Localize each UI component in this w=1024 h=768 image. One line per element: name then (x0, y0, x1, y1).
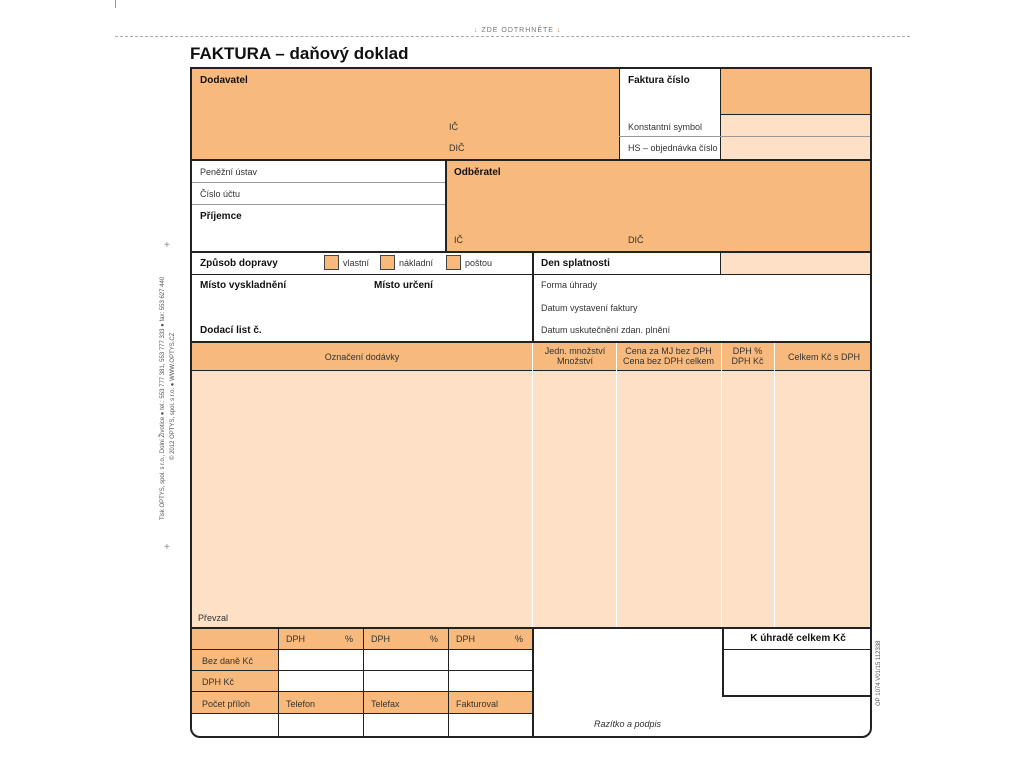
invoice-number-field[interactable] (721, 69, 872, 114)
crop-mark-top: + (164, 240, 170, 251)
form-code: OP 1074 V01/15 112338 (876, 640, 882, 706)
option-freight: nákladní (399, 258, 434, 268)
invoice-form (190, 67, 872, 738)
attachments-label: Počet příloh (202, 699, 251, 709)
pct-col-3: % (515, 634, 524, 644)
phone-label: Telefon (286, 699, 316, 709)
destination-label: Místo určení (374, 280, 433, 291)
crop-mark-bottom: + (164, 542, 170, 553)
col-unit-qty: Jedn. množství Množství (544, 346, 606, 366)
invoice-number-label: Faktura číslo (628, 75, 690, 86)
const-symbol-field[interactable] (721, 115, 872, 136)
dph-col-1: DPH (286, 634, 306, 644)
supplier-dic: DIČ (449, 143, 465, 153)
side-print-2: © 2012 OPTYS, spol. s r.o. ● WWW.OPTYS.CZ (170, 332, 176, 460)
hs-order-label: HS – objednávka číslo (628, 143, 718, 153)
customer-dic: DIČ (628, 235, 644, 245)
corner-mark (115, 0, 116, 8)
summary-header (192, 629, 532, 649)
col-vat: DPH % DPH Kč (731, 346, 764, 366)
cut-line-label: ↓ ZDE ODTRHNĚTE ↓ (470, 27, 565, 34)
taxable-date-label: Datum uskutečnění zdan. plnění (541, 325, 671, 335)
col-total: Celkem Kč s DPH (787, 352, 860, 362)
payment-form-label: Forma úhrady (541, 280, 598, 290)
customer-ic: IČ (454, 235, 463, 245)
customer-box (447, 161, 872, 251)
supplier-box (192, 69, 619, 159)
received-label: Převzal (198, 613, 229, 623)
const-symbol-label: Konstantní symbol (628, 122, 703, 132)
invoiced-by-label: Fakturoval (456, 699, 499, 709)
due-date-field[interactable] (721, 253, 872, 274)
checkbox-own[interactable] (324, 255, 339, 270)
dispatch-place-label: Místo vyskladnění (200, 280, 287, 291)
vat-amount-label: DPH Kč (202, 677, 235, 687)
fax-label: Telefax (371, 699, 400, 709)
checkbox-freight[interactable] (380, 255, 395, 270)
delivery-note-label: Dodací list č. (200, 325, 262, 336)
customer-label: Odběratel (454, 167, 501, 178)
supplier-ic: IČ (449, 122, 458, 132)
bank-label: Peněžní ústav (200, 167, 258, 177)
account-label: Číslo účtu (200, 189, 241, 199)
issue-date-label: Datum vystavení faktury (541, 303, 638, 313)
due-date-label: Den splatnosti (541, 258, 610, 269)
stamp-label: Razítko a podpis (594, 719, 662, 729)
checkbox-post[interactable] (446, 255, 461, 270)
page-title: FAKTURA – daňový doklad (190, 44, 409, 63)
total-due-label: K úhradě celkem Kč (750, 633, 846, 644)
option-own: vlastní (343, 258, 370, 268)
col-price: Cena za MJ bez DPH Cena bez DPH celkem (622, 346, 715, 366)
base-label: Bez daně Kč (202, 656, 254, 666)
hs-order-field[interactable] (721, 137, 872, 159)
dph-col-2: DPH (371, 634, 391, 644)
col-designation: Označení dodávky (324, 352, 400, 362)
side-print: Tisk OPTYS, spol. s r.o., Dolní Životice ● tel.: 553 777 381, 553 777 333 ● fax: 553 627 440 (160, 276, 166, 520)
option-post: poštou (465, 258, 493, 268)
supplier-label: Dodavatel (200, 75, 248, 86)
pct-col-1: % (345, 634, 354, 644)
pct-col-2: % (430, 634, 439, 644)
dph-col-3: DPH (456, 634, 476, 644)
cut-line (115, 36, 910, 37)
transport-label: Způsob dopravy (200, 258, 278, 269)
recipient-label: Příjemce (200, 211, 242, 222)
